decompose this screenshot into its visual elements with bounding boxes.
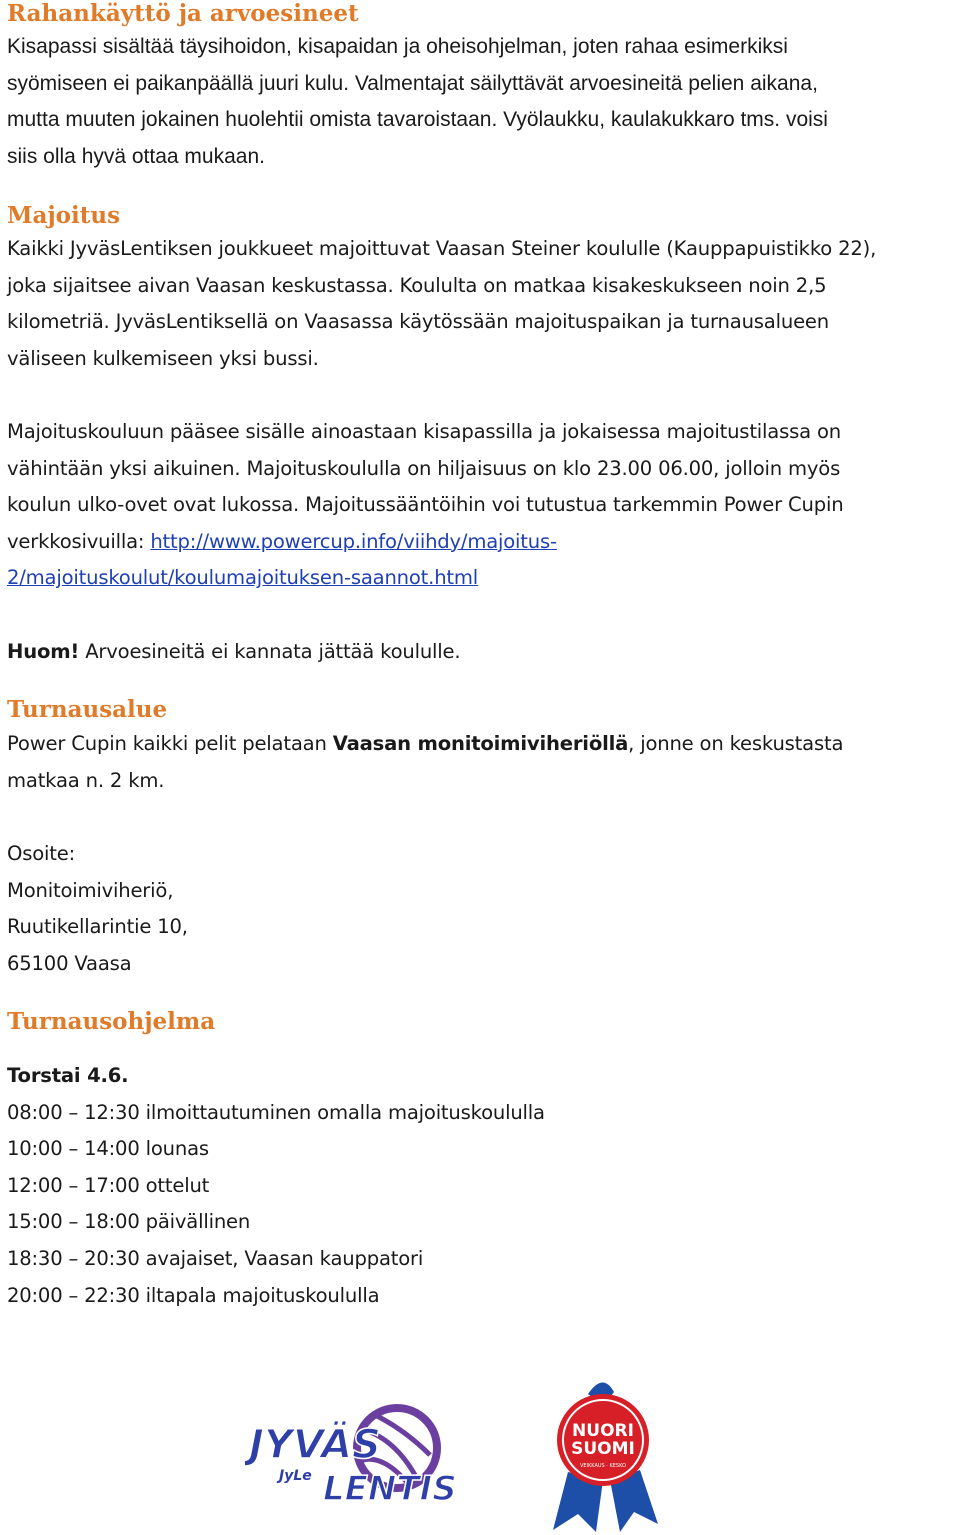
note-line [7, 634, 460, 671]
program-item: 08:00 – 12:30 ilmoittautuminen omalla majoituskoululla [7, 1100, 545, 1124]
venue-paragraph [7, 726, 843, 799]
jyvas-small-text: JyLe [279, 1468, 312, 1484]
link-prefix: verkkosivuilla: [7, 529, 151, 553]
footer-logos [0, 1370, 960, 1535]
text-line: Kisapassi sisältää täysihoidon, kisapaidan ja oheisohjelman, joten rahaa esimerkiksi [7, 35, 788, 58]
text-line: syömiseen ei paikanpäällä juuri kulu. Valmentajat säilyttävät arvoesineitä pelien aikana, [7, 71, 818, 95]
program-item: 18:30 – 20:30 avajaiset, Vaasan kauppatori [7, 1246, 424, 1270]
heading-venue: Turnausalue [7, 696, 168, 723]
rules-link[interactable]: http://www.powercup.info/viihdy/majoitus- [150, 529, 557, 553]
nuori-suomi-logo [548, 1372, 658, 1532]
heading-accommodation: Majoitus [7, 202, 121, 229]
text-line: väliseen kulkemiseen yksi bussi. [7, 346, 319, 370]
text-line: Kaikki JyväsLentiksen joukkueet majoittuvat Vaasan Steiner koululle (Kauppapuistikko 22), [7, 237, 877, 260]
address-line: Osoite: [7, 842, 76, 865]
nuori-small-text: VEIKKAUS · KESKO [579, 1463, 627, 1469]
venue-text-after: , jonne on keskustasta [628, 732, 844, 755]
accommodation-paragraph-2 [7, 414, 843, 597]
program-item: 20:00 – 22:30 iltapala majoituskoululla [7, 1283, 380, 1307]
text-line: kilometriä. JyväsLentiksellä on Vaasassa käytössään majoituspaikan ja turnausalueen [7, 310, 830, 334]
program-item: 15:00 – 18:00 päivällinen [7, 1210, 251, 1234]
text-line: siis olla hyvä ottaa mukaan. [7, 144, 265, 168]
address-line: 65100 Vaasa [7, 951, 132, 975]
lentis-text: LENTIS [323, 1469, 457, 1509]
heading-money: Rahankäyttö ja arvoesineet [7, 0, 359, 27]
text-line: mutta muuten jokainen huolehtii omista tavaroistaan. Vyölaukku, kaulakukkaro tms. voisi [7, 108, 828, 131]
heading-program: Turnausohjelma [7, 1008, 216, 1035]
text-line [7, 726, 843, 763]
text-line: joka sijaitsee aivan Vaasan keskustassa. Koululta on matkaa kisakeskukseen noin 2,5 [7, 273, 827, 297]
address-line: Ruutikellarintie 10, [7, 915, 188, 939]
jyvaslentis-logo [245, 1400, 465, 1510]
text-line [7, 560, 843, 597]
program-list [7, 1058, 545, 1314]
address-block [7, 836, 188, 982]
text-line: matkaa n. 2 km. [7, 768, 165, 792]
venue-text-before: Power Cupin kaikki pelit pelataan [7, 732, 333, 755]
program-item: 10:00 – 14:00 lounas [7, 1137, 209, 1161]
accommodation-paragraph-1 [7, 231, 876, 377]
program-day [7, 1058, 545, 1095]
suomi-text: SUOMI [571, 1439, 635, 1459]
text-line: vähintään yksi aikuinen. Majoituskoululla on hiljaisuus on klo 23.00 06.00, jolloin myös [7, 456, 841, 480]
venue-name-bold: Vaasan monitoimiviheriöllä [332, 732, 629, 755]
program-item: 12:00 – 17:00 ottelut [7, 1173, 210, 1197]
jyvas-top-text: JYVÄS [249, 1422, 381, 1468]
note-text: Arvoesineitä ei kannata jättää koululle. [79, 640, 461, 663]
program-day-label: Torstai 4.6. [7, 1064, 129, 1087]
money-paragraph [7, 29, 828, 175]
text-line [7, 524, 843, 561]
rules-link-continued[interactable]: 2/majoituskoulut/koulumajoituksen-saannot.html [7, 566, 479, 590]
address-line: Monitoimiviheriö, [7, 878, 174, 902]
nuori-text: NUORI [572, 1421, 634, 1441]
text-line: Majoituskouluun pääsee sisälle ainoastaan kisapassilla ja jokaisessa majoitustilassa on [7, 420, 841, 443]
text-line: koulun ulko-ovet ovat lukossa. Majoitussääntöihin voi tutustua tarkemmin Power Cupin [7, 493, 844, 517]
note-bold: Huom! [7, 640, 80, 663]
